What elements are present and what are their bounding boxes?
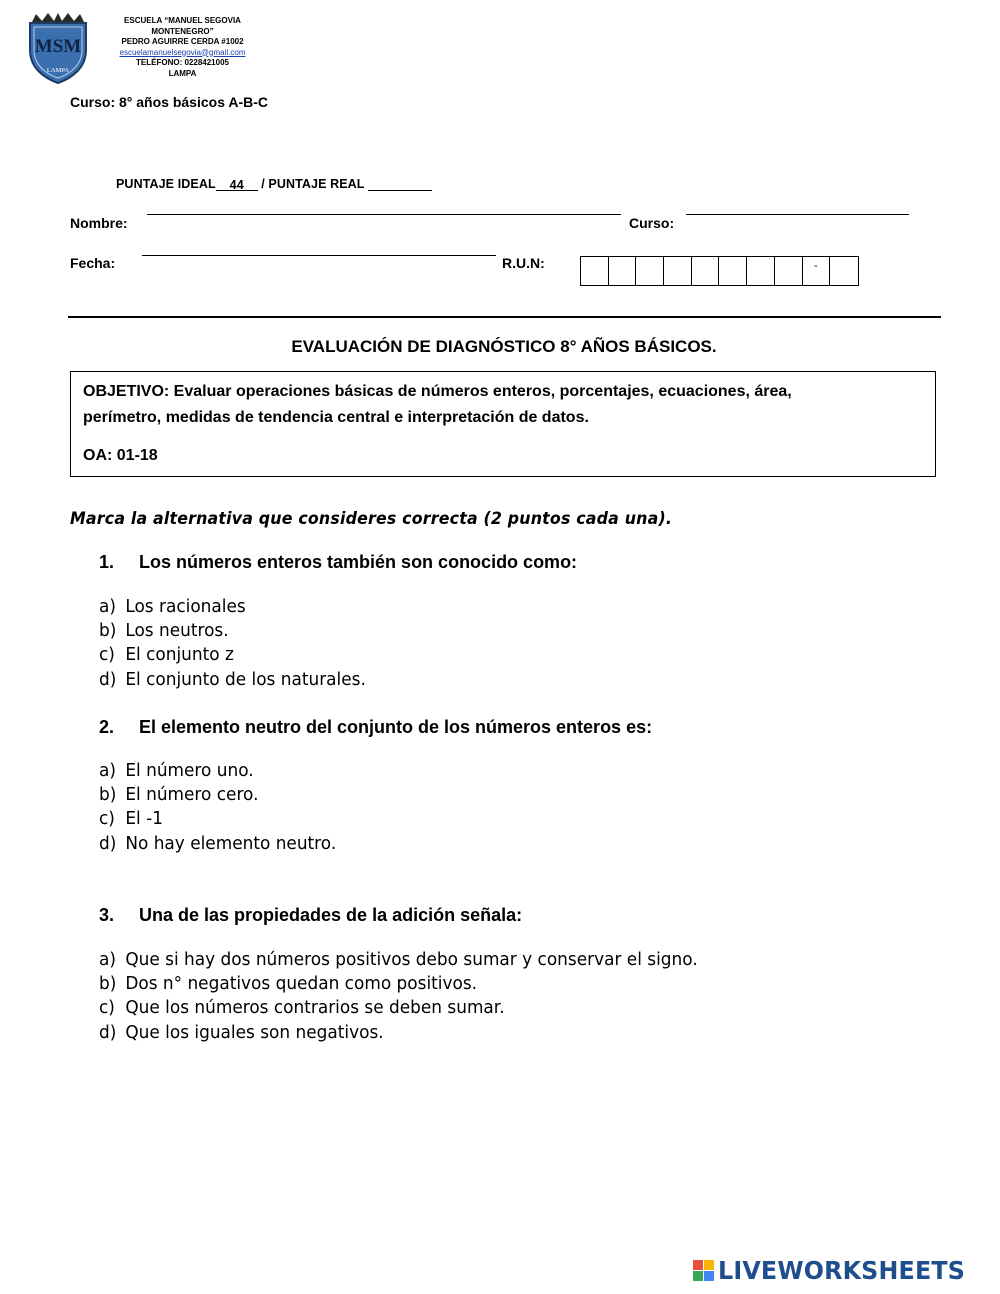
- school-phone: TELÉFONO: 0228421005: [136, 58, 229, 67]
- objective-box: [70, 371, 936, 477]
- option-b[interactable]: [99, 619, 366, 643]
- course-field[interactable]: [686, 214, 909, 215]
- option-text: El conjunto de los naturales.: [125, 668, 366, 690]
- school-name-line1: ESCUELA “MANUEL SEGOVIA: [124, 16, 241, 25]
- option-letter: c): [99, 808, 115, 830]
- school-address: PEDRO AGUIRRE CERDA #1002: [121, 37, 244, 46]
- name-field[interactable]: [147, 214, 621, 215]
- run-box-check-digit[interactable]: [830, 257, 858, 285]
- school-name-line2: MONTENEGRO”: [151, 26, 214, 36]
- run-input-boxes: [580, 256, 859, 286]
- option-letter: b): [99, 973, 117, 995]
- school-city: LAMPA: [168, 68, 197, 78]
- option-text: No hay elemento neutro.: [125, 832, 337, 854]
- run-box[interactable]: [747, 257, 775, 285]
- option-letter: a): [99, 949, 116, 970]
- option-d[interactable]: [99, 668, 366, 692]
- brand-tile-icon: [693, 1271, 703, 1281]
- run-label: R.U.N:: [502, 255, 545, 271]
- logo-subtext: LAMPA: [46, 67, 70, 74]
- school-email-link[interactable]: escuelamanuelsegovia@gmail.com: [119, 47, 246, 57]
- option-letter: d): [99, 832, 117, 854]
- question-3-options: [99, 948, 736, 1045]
- objective-line2: perímetro, medidas de tendencia central e interpretación de datos.: [83, 409, 589, 426]
- question-2-options: [99, 759, 351, 856]
- option-text: Los racionales: [125, 596, 246, 617]
- run-box[interactable]: [664, 257, 692, 285]
- question-number: 1.: [99, 552, 115, 572]
- run-box[interactable]: [775, 257, 803, 285]
- school-shield-icon: [26, 12, 90, 84]
- date-field[interactable]: [142, 255, 496, 256]
- brand-tile-icon: [704, 1260, 714, 1270]
- real-score-field[interactable]: [368, 178, 432, 191]
- option-letter: b): [99, 784, 117, 806]
- option-d[interactable]: [99, 1021, 698, 1045]
- option-a[interactable]: [99, 595, 366, 619]
- option-d[interactable]: [99, 832, 336, 856]
- course-label: Curso:: [629, 215, 675, 231]
- option-c[interactable]: [99, 807, 336, 831]
- question-1: [99, 552, 577, 573]
- school-info: [110, 16, 255, 79]
- option-text: Que los números contrarios se deben sumar.: [125, 997, 505, 1019]
- option-b[interactable]: [99, 972, 698, 996]
- run-box[interactable]: [609, 257, 637, 285]
- option-text: El número cero.: [125, 784, 259, 806]
- liveworksheets-logo[interactable]: [693, 1256, 978, 1285]
- page-title: EVALUACIÓN DE DIAGNÓSTICO 8° AÑOS BÁSICOS.: [291, 337, 717, 356]
- score-line: [116, 177, 432, 191]
- brand-tile-icon: [704, 1271, 714, 1281]
- run-box[interactable]: [692, 257, 720, 285]
- brand-tile-icon: [693, 1260, 703, 1270]
- question-2: [99, 717, 652, 738]
- liveworksheets-wordmark: LIVEWORKSHEETS: [718, 1256, 966, 1285]
- section-divider: [68, 316, 941, 318]
- option-text: El conjunto z: [125, 644, 234, 666]
- option-text: Que los iguales son negativos.: [125, 1021, 384, 1043]
- option-text: Los neutros.: [125, 620, 229, 642]
- question-number: 3.: [99, 905, 115, 925]
- question-text: Una de las propiedades de la adición señala:: [139, 905, 523, 925]
- option-text: El número uno.: [125, 760, 254, 781]
- option-letter: d): [99, 1021, 117, 1043]
- ideal-score-label: PUNTAJE IDEAL: [116, 177, 216, 191]
- option-a[interactable]: [99, 759, 336, 783]
- option-letter: c): [99, 644, 115, 666]
- option-letter: a): [99, 596, 116, 617]
- option-b[interactable]: [99, 783, 336, 807]
- ideal-score-value: [216, 178, 258, 191]
- oa-code: OA: 01-18: [83, 447, 158, 464]
- question-text: Los números enteros también son conocido como:: [139, 552, 578, 572]
- option-letter: b): [99, 620, 117, 642]
- question-3: [99, 905, 522, 926]
- date-label: Fecha:: [70, 255, 116, 271]
- question-number: 2.: [99, 717, 115, 737]
- run-box[interactable]: [636, 257, 664, 285]
- ideal-score-number: 44: [229, 178, 244, 192]
- option-text: Que si hay dos números positivos debo sumar y conservar el signo.: [125, 949, 698, 970]
- option-letter: c): [99, 997, 115, 1019]
- real-score-label: / PUNTAJE REAL: [261, 177, 365, 191]
- run-box[interactable]: [719, 257, 747, 285]
- option-c[interactable]: [99, 996, 698, 1020]
- run-box[interactable]: [581, 257, 609, 285]
- option-c[interactable]: [99, 643, 366, 667]
- objective-line1: OBJETIVO: Evaluar operaciones básicas de números enteros, porcentajes, ecuaciones, área,: [83, 383, 792, 400]
- logo-text: MSM: [34, 36, 82, 57]
- course-heading: Curso: 8° años básicos A-B-C: [70, 94, 269, 110]
- option-a[interactable]: [99, 948, 698, 972]
- option-text: El -1: [125, 808, 163, 830]
- instruction-text: Marca la alternativa que consideres correcta (2 puntos cada una).: [70, 509, 673, 529]
- run-box-dash: -: [803, 257, 831, 285]
- name-label: Nombre:: [70, 215, 128, 231]
- option-letter: d): [99, 668, 117, 690]
- school-logo: [26, 12, 90, 84]
- option-text: Dos n° negativos quedan como positivos.: [125, 973, 478, 995]
- liveworksheets-icon: [693, 1260, 714, 1281]
- question-text: El elemento neutro del conjunto de los números enteros es:: [139, 717, 653, 737]
- question-1-options: [99, 595, 383, 692]
- option-letter: a): [99, 760, 116, 781]
